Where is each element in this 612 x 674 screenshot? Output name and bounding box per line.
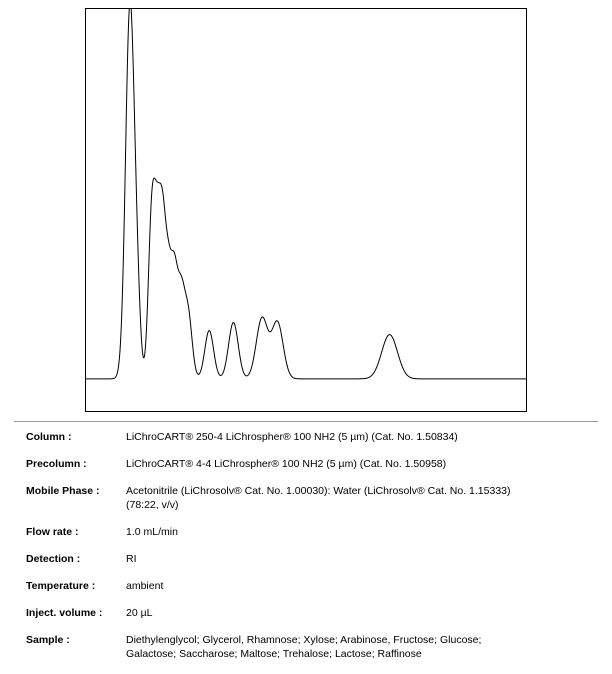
table-row <box>26 606 598 620</box>
param-value-line1: LiChroCART® 4-4 LiChrospher® 100 NH2 (5 µm) (Cat. No. 1.50958) <box>126 458 447 470</box>
param-value <box>126 552 598 566</box>
param-label: Inject. volume : <box>26 607 103 619</box>
param-value-line1: Acetonitrile (LiChrosolv® Cat. No. 1.00030): Water (LiChrosolv® Cat. No. 1.15333) <box>126 485 511 497</box>
param-value-line1: 1.0 mL/min <box>126 526 178 538</box>
param-label: Detection : <box>26 553 81 565</box>
method-parameters-table <box>26 430 598 674</box>
chromatogram-plot <box>85 8 527 412</box>
detector-signal-trace <box>86 9 526 379</box>
param-value <box>126 606 598 620</box>
param-value-line2: Galactose; Saccharose; Maltose; Trehalose; Lactose; Raffinose <box>126 648 422 660</box>
param-label: Sample : <box>26 634 70 646</box>
param-label: Mobile Phase : <box>26 485 100 497</box>
table-row <box>26 525 598 539</box>
table-row <box>26 457 598 471</box>
param-value-line1: Diethylenglycol; Glycerol, Rhamnose; Xylose; Arabinose, Fructose; Glucose; <box>126 634 482 646</box>
param-value <box>126 484 598 512</box>
param-value <box>126 579 598 593</box>
param-label: Precolumn : <box>26 458 87 470</box>
param-value-line1: RI <box>126 553 137 565</box>
param-value <box>126 525 598 539</box>
table-row <box>26 633 598 661</box>
param-value <box>126 457 598 471</box>
table-row <box>26 430 598 444</box>
table-row <box>26 484 598 512</box>
param-label: Column : <box>26 431 72 443</box>
param-value-line2: (78:22, v/v) <box>126 499 179 511</box>
param-value-line1: LiChroCART® 250-4 LiChrospher® 100 NH2 (5 µm) (Cat. No. 1.50834) <box>126 431 458 443</box>
section-divider <box>14 421 598 422</box>
param-value <box>126 633 598 661</box>
param-value <box>126 430 598 444</box>
chromatogram-trace-svg <box>86 9 526 411</box>
param-value-line1: 20 µL <box>126 607 153 619</box>
param-value-line1: ambient <box>126 580 164 592</box>
param-label: Temperature : <box>26 580 96 592</box>
table-row <box>26 579 598 593</box>
table-row <box>26 552 598 566</box>
param-label: Flow rate : <box>26 526 79 538</box>
